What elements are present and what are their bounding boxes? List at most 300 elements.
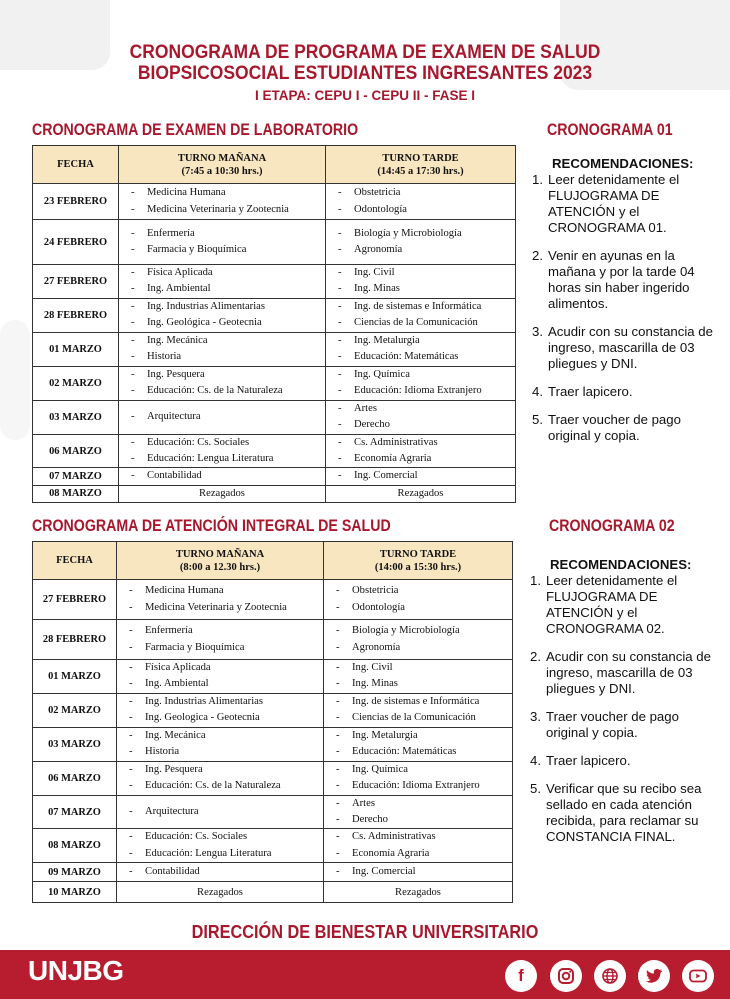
dash-marker: - <box>338 385 342 397</box>
morning-cell <box>117 761 324 795</box>
dash-marker: - <box>338 402 342 414</box>
afternoon-hours: (14:45 a 17:30 hrs.) <box>377 165 464 177</box>
afternoon-list-item <box>332 315 513 331</box>
morning-list-item <box>125 435 323 451</box>
table-row <box>33 298 516 332</box>
dash-marker: - <box>336 866 340 878</box>
dash-marker: - <box>129 763 133 775</box>
date-cell: 28 FEBRERO <box>33 620 117 660</box>
afternoon-list-item <box>332 333 513 349</box>
dash-marker: - <box>336 585 340 597</box>
table-row <box>33 485 516 502</box>
afternoon-career-name: Educación: Idioma Extranjero <box>352 780 480 792</box>
afternoon-list-item <box>332 383 513 399</box>
morning-career-name: Farmacia y Bioquímica <box>145 641 245 653</box>
afternoon-career-name: Ing. Metalurgia <box>354 334 420 346</box>
dash-marker: - <box>338 368 342 380</box>
dash-marker: - <box>129 641 133 653</box>
morning-list-item <box>125 315 323 331</box>
dash-marker: - <box>336 847 340 859</box>
afternoon-list-item <box>330 796 510 812</box>
morning-list-item <box>125 242 323 258</box>
recommendation-text: Traer voucher de pago original y copia. <box>548 412 681 443</box>
facebook-icon[interactable]: f <box>505 960 537 992</box>
morning-list-item <box>123 864 321 880</box>
dash-marker: - <box>338 470 342 482</box>
morning-cell <box>119 400 326 434</box>
table-row <box>33 265 516 299</box>
afternoon-list-item <box>330 778 510 794</box>
dash-marker: - <box>129 601 133 613</box>
recommendation-number: 4. <box>532 384 543 399</box>
afternoon-cell <box>326 400 516 434</box>
afternoon-career-name: Ing. Comercial <box>352 866 416 878</box>
morning-list-item <box>123 728 321 744</box>
recommendation-item <box>532 248 720 312</box>
afternoon-list-item <box>332 367 513 383</box>
page-title-line2: BIOPSICOSOCIAL ESTUDIANTES INGRESANTES 2023 <box>137 63 593 84</box>
dash-marker: - <box>131 470 135 482</box>
afternoon-cell <box>326 184 516 220</box>
afternoon-cell <box>324 660 513 694</box>
health-section-title: CRONOGRAMA DE ATENCIÓN INTEGRAL DE SALUD <box>32 517 391 535</box>
morning-list-item <box>123 583 321 599</box>
morning-list-item <box>123 660 321 676</box>
afternoon-list-item <box>330 710 510 726</box>
dash-marker: - <box>131 351 135 363</box>
recommendation-text: Leer detenidamente el FLUJOGRAMA DE ATENCIÓN y el CRONOGRAMA 02. <box>546 573 678 636</box>
afternoon-career-name: Ing. Química <box>352 763 408 775</box>
instagram-icon[interactable] <box>550 960 582 992</box>
dash-marker: - <box>129 780 133 792</box>
date-cell: 06 MARZO <box>33 434 119 468</box>
recommendation-text: Verificar que su recibo sea sellado en cada atención recibida, para reclamar su CONSTANCIA FINAL. <box>546 781 702 844</box>
afternoon-list-item <box>332 417 513 433</box>
dash-marker: - <box>338 351 342 363</box>
dash-marker: - <box>336 831 340 843</box>
afternoon-list-item <box>332 242 513 258</box>
afternoon-career-name: Biología y Microbiología <box>352 625 460 637</box>
morning-career-name: Educación: Cs. Sociales <box>145 831 248 843</box>
afternoon-career-name: Cs. Administrativas <box>354 436 438 448</box>
dash-marker: - <box>338 436 342 448</box>
date-cell: 06 MARZO <box>33 761 117 795</box>
dash-marker: - <box>131 227 135 239</box>
date-cell: 27 FEBRERO <box>33 580 117 620</box>
afternoon-cell <box>324 795 513 829</box>
recommendation-text: Traer voucher de pago original y copia. <box>546 709 679 740</box>
dash-marker: - <box>131 453 135 465</box>
afternoon-cell <box>324 863 513 882</box>
date-cell: 01 MARZO <box>33 660 117 694</box>
morning-list-item <box>123 762 321 778</box>
dash-marker: - <box>129 746 133 758</box>
date-cell: 03 MARZO <box>33 400 119 434</box>
youtube-icon[interactable] <box>682 960 714 992</box>
morning-list-item <box>125 299 323 315</box>
dash-marker: - <box>336 712 340 724</box>
table-row <box>33 332 516 366</box>
afternoon-career-name: Ciencias de la Comunicación <box>354 317 478 329</box>
lab-recommendations <box>532 156 720 444</box>
morning-cell <box>119 265 326 299</box>
morning-title: TURNO MAÑANA <box>175 548 265 560</box>
dash-marker: - <box>336 763 340 775</box>
dash-marker: - <box>338 283 342 295</box>
morning-cell <box>117 693 324 727</box>
morning-cell <box>119 434 326 468</box>
footer-title: DIRECCIÓN DE BIENESTAR UNIVERSITARIO <box>191 921 539 942</box>
morning-list-item <box>125 202 323 218</box>
dash-marker: - <box>338 419 342 431</box>
dash-marker: - <box>336 601 340 613</box>
morning-career-name: Educación: Cs. de la Naturaleza <box>145 780 281 792</box>
dash-marker: - <box>131 300 135 312</box>
afternoon-list-item <box>330 600 510 616</box>
recommendation-number: 3. <box>530 709 541 724</box>
health-schedule-table <box>32 541 513 903</box>
dash-marker: - <box>129 847 133 859</box>
dash-marker: - <box>129 585 133 597</box>
morning-list-item <box>125 349 323 365</box>
dash-marker: - <box>129 866 133 878</box>
afternoon-list-item <box>332 202 513 218</box>
afternoon-career-name: Ing. Minas <box>354 283 400 295</box>
recommendation-number: 3. <box>532 324 543 339</box>
morning-career-name: Medicina Humana <box>147 187 226 199</box>
dash-marker: - <box>129 678 133 690</box>
morning-career-name: Ing. Mecánica <box>147 334 208 346</box>
date-cell: 08 MARZO <box>33 485 119 502</box>
recommendations-title: RECOMENDACIONES: <box>552 156 694 171</box>
dash-marker: - <box>131 283 135 295</box>
table-row <box>33 727 513 761</box>
afternoon-cell <box>324 761 513 795</box>
table-row <box>33 620 513 660</box>
afternoon-list-item <box>330 812 510 828</box>
afternoon-career-name: Economía Agraria <box>354 453 432 465</box>
morning-list-item <box>125 383 323 399</box>
afternoon-cell: Rezagados <box>324 882 513 903</box>
afternoon-career-name: Obstetricia <box>352 585 399 597</box>
afternoon-career-name: Biología y Microbiología <box>354 227 462 239</box>
recommendation-text: Acudir con su constancia de ingreso, mascarilla de 03 pliegues y DNI. <box>546 649 711 696</box>
morning-cell <box>119 184 326 220</box>
dash-marker: - <box>336 729 340 741</box>
afternoon-list-item <box>332 281 513 297</box>
recommendation-number: 2. <box>530 649 541 664</box>
recommendation-number: 2. <box>532 248 543 263</box>
dash-marker: - <box>131 385 135 397</box>
morning-list-item <box>123 694 321 710</box>
date-cell: 03 MARZO <box>33 727 117 761</box>
recommendation-text: Acudir con su constancia de ingreso, mascarilla de 03 pliegues y DNI. <box>548 324 713 371</box>
afternoon-career-name: Ing. de sistemas e Informática <box>352 695 480 707</box>
afternoon-career-name: Artes <box>352 797 375 809</box>
afternoon-career-name: Derecho <box>354 419 390 431</box>
recommendation-number: 1. <box>532 172 543 187</box>
dash-marker: - <box>131 203 135 215</box>
morning-career-name: Historia <box>147 351 182 363</box>
dash-marker: - <box>131 267 135 278</box>
dash-marker: - <box>336 662 340 673</box>
morning-list-item <box>123 744 321 760</box>
afternoon-career-name: Ing. Metalurgia <box>352 729 418 741</box>
morning-list-item <box>125 281 323 297</box>
afternoon-career-name: Agronomía <box>352 641 401 653</box>
afternoon-career-name: Ing. Civil <box>354 267 395 278</box>
afternoon-list-item <box>332 401 513 417</box>
date-cell: 27 FEBRERO <box>33 265 119 299</box>
afternoon-cell <box>326 298 516 332</box>
morning-cell: Rezagados <box>117 882 324 903</box>
dash-marker: - <box>338 203 342 215</box>
dash-marker: - <box>336 780 340 792</box>
recommendation-item <box>532 324 720 372</box>
morning-cell <box>117 829 324 863</box>
page-subtitle: I ETAPA: CEPU I - CEPU II - FASE I <box>254 88 476 103</box>
table-row <box>33 863 513 882</box>
table-row <box>33 660 513 694</box>
afternoon-list-item <box>330 864 510 880</box>
morning-career-name: Enfermería <box>145 625 193 637</box>
recommendation-item <box>530 709 722 741</box>
afternoon-career-name: Cs. Administrativas <box>352 831 436 843</box>
afternoon-career-name: Ing. Minas <box>352 678 398 690</box>
table-row <box>33 184 516 220</box>
dash-marker: - <box>336 797 340 809</box>
afternoon-list-item <box>332 435 513 451</box>
table-row <box>33 693 513 727</box>
recommendation-text: Venir en ayunas en la mañana y por la tarde 04 horas sin haber ingerido alimentos. <box>548 248 695 311</box>
dash-marker: - <box>336 814 340 826</box>
afternoon-cell <box>324 580 513 620</box>
afternoon-career-name: Ing. Comercial <box>354 470 418 482</box>
morning-hours: (8:00 a 12.30 hrs.) <box>179 561 261 573</box>
date-cell: 02 MARZO <box>33 693 117 727</box>
dash-marker: - <box>129 662 133 673</box>
morning-cell <box>117 863 324 882</box>
afternoon-list-item <box>330 744 510 760</box>
dash-marker: - <box>338 334 342 346</box>
dash-marker: - <box>338 317 342 329</box>
fecha-header: FECHA <box>33 146 119 184</box>
afternoon-career-name: Educación: Matemáticas <box>354 351 459 363</box>
recommendation-item <box>532 172 720 236</box>
morning-list-item <box>123 829 321 845</box>
recommendation-number: 5. <box>532 412 543 427</box>
afternoon-header <box>324 542 513 580</box>
afternoon-list-item <box>332 185 513 201</box>
table-row <box>33 882 513 903</box>
recommendation-item <box>530 649 722 697</box>
morning-career-name: Arquitectura <box>145 805 199 817</box>
afternoon-list-item <box>330 623 510 639</box>
dash-marker: - <box>129 729 133 741</box>
morning-list-item <box>125 409 323 425</box>
morning-career-name: Educación: Cs. Sociales <box>147 436 250 448</box>
afternoon-cell <box>324 693 513 727</box>
morning-career-name: Contabilidad <box>147 470 202 482</box>
afternoon-cell <box>324 829 513 863</box>
date-cell: 08 MARZO <box>33 829 117 863</box>
recommendation-item <box>530 753 722 769</box>
table-row <box>33 468 516 485</box>
dash-marker: - <box>131 187 135 199</box>
dash-marker: - <box>129 625 133 637</box>
dash-marker: - <box>336 625 340 637</box>
morning-career-name: Historia <box>145 746 180 758</box>
morning-cell <box>117 580 324 620</box>
afternoon-cell <box>326 220 516 265</box>
morning-list-item <box>123 710 321 726</box>
morning-list-item <box>125 367 323 383</box>
afternoon-header <box>326 146 516 184</box>
afternoon-list-item <box>330 660 510 676</box>
morning-career-name: Física Aplicada <box>147 267 213 278</box>
morning-career-name: Enfermería <box>147 227 195 239</box>
afternoon-career-name: Odontología <box>354 203 407 215</box>
afternoon-title: TURNO TARDE <box>379 548 457 560</box>
afternoon-cell: Rezagados <box>326 485 516 502</box>
morning-list-item <box>125 185 323 201</box>
afternoon-list-item <box>330 728 510 744</box>
morning-cell <box>119 298 326 332</box>
page-title-line1: CRONOGRAMA DE PROGRAMA DE EXAMEN DE SALUD <box>129 42 601 63</box>
morning-list-item <box>125 451 323 467</box>
afternoon-list-item <box>332 226 513 242</box>
afternoon-career-name: Artes <box>354 402 377 414</box>
date-cell: 28 FEBRERO <box>33 298 119 332</box>
morning-career-name: Educación: Lengua Literatura <box>145 847 272 859</box>
morning-title: TURNO MAÑANA <box>177 152 267 164</box>
recommendation-item <box>530 573 722 637</box>
table-row <box>33 580 513 620</box>
recommendation-text: Leer detenidamente el FLUJOGRAMA DE ATENCIÓN y el CRONOGRAMA 01. <box>548 172 680 235</box>
dash-marker: - <box>336 746 340 758</box>
recommendations-title: RECOMENDACIONES: <box>550 557 692 572</box>
morning-cell <box>119 332 326 366</box>
date-cell: 23 FEBRERO <box>33 184 119 220</box>
date-cell: 10 MARZO <box>33 882 117 903</box>
dash-marker: - <box>131 334 135 346</box>
afternoon-cell <box>326 366 516 400</box>
morning-list-item <box>123 778 321 794</box>
recommendations-list <box>532 172 720 444</box>
afternoon-cell <box>326 332 516 366</box>
afternoon-career-name: Educación: Matemáticas <box>352 746 457 758</box>
afternoon-list-item <box>332 349 513 365</box>
morning-career-name: Ing. Industrias Alimentarias <box>147 300 265 312</box>
afternoon-list-item <box>330 846 510 862</box>
brand-logo: UNJBG <box>28 955 124 986</box>
health-cronograma-label: CRONOGRAMA 02 <box>549 517 675 535</box>
dash-marker: - <box>129 831 133 843</box>
morning-list-item <box>123 623 321 639</box>
morning-career-name: Ing. Mecánica <box>145 729 206 741</box>
afternoon-career-name: Derecho <box>352 814 388 826</box>
afternoon-career-name: Ciencias de la Comunicación <box>352 712 476 724</box>
date-cell: 07 MARZO <box>33 468 119 485</box>
table-row <box>33 366 516 400</box>
afternoon-cell <box>326 265 516 299</box>
afternoon-career-name: Agronomía <box>354 244 403 255</box>
afternoon-cell <box>326 468 516 485</box>
morning-career-name: Ing. Pesquera <box>145 763 203 775</box>
date-cell: 24 FEBRERO <box>33 220 119 265</box>
afternoon-career-name: Ing. Química <box>354 368 410 380</box>
morning-career-name: Ing. Geologica - Geotecnia <box>145 712 260 724</box>
afternoon-cell <box>326 434 516 468</box>
morning-list-item <box>125 226 323 242</box>
dash-marker: - <box>336 695 340 707</box>
morning-career-name: Ing. Ambiental <box>145 678 209 690</box>
morning-career-name: Farmacia y Bioquímica <box>147 244 247 255</box>
afternoon-cell <box>324 620 513 660</box>
recommendation-text: Traer lapicero. <box>546 753 631 768</box>
morning-list-item <box>123 804 321 820</box>
lab-schedule-table <box>32 145 516 503</box>
lab-section-title: CRONOGRAMA DE EXAMEN DE LABORATORIO <box>32 121 359 139</box>
afternoon-list-item <box>330 676 510 692</box>
dash-marker: - <box>129 712 133 724</box>
table-row <box>33 400 516 434</box>
recommendations-list <box>530 573 722 845</box>
morning-list-item <box>125 333 323 349</box>
afternoon-title: TURNO TARDE <box>382 152 459 164</box>
recommendation-item <box>530 781 722 845</box>
morning-career-name: Ing. Geológica - Geotecnia <box>147 317 262 329</box>
afternoon-list-item <box>332 451 513 467</box>
recommendation-text: Traer lapicero. <box>548 384 633 399</box>
table-row <box>33 795 513 829</box>
morning-cell <box>119 366 326 400</box>
morning-cell <box>117 660 324 694</box>
dash-marker: - <box>338 453 342 465</box>
recommendation-item <box>532 412 720 444</box>
dash-marker: - <box>338 227 342 239</box>
afternoon-career-name: Educación: Idioma Extranjero <box>354 385 482 397</box>
twitter-icon[interactable] <box>638 960 670 992</box>
morning-list-item <box>123 600 321 616</box>
afternoon-hours: (14:00 a 15:30 hrs.) <box>374 561 462 573</box>
table-row <box>33 220 516 265</box>
morning-cell <box>117 795 324 829</box>
recommendation-item <box>532 384 720 400</box>
date-cell: 07 MARZO <box>33 795 117 829</box>
afternoon-list-item <box>332 265 513 281</box>
morning-list-item <box>123 640 321 656</box>
morning-career-name: Medicina Humana <box>145 585 224 597</box>
morning-cell <box>119 468 326 485</box>
morning-list-item <box>123 676 321 692</box>
afternoon-list-item <box>332 299 513 315</box>
dash-marker: - <box>129 805 133 817</box>
dash-marker: - <box>131 244 135 255</box>
morning-career-name: Medicina Veterinaria y Zootecnia <box>145 601 287 613</box>
web-icon[interactable] <box>594 960 626 992</box>
table-row <box>33 434 516 468</box>
afternoon-list-item <box>332 468 513 484</box>
morning-list-item <box>125 468 323 484</box>
date-cell: 09 MARZO <box>33 863 117 882</box>
dash-marker: - <box>131 410 135 422</box>
morning-career-name: Medicina Veterinaria y Zootecnia <box>147 203 289 215</box>
afternoon-career-name: Obstetricia <box>354 187 401 199</box>
morning-list-item <box>123 846 321 862</box>
dash-marker: - <box>338 267 342 278</box>
dash-marker: - <box>131 436 135 448</box>
